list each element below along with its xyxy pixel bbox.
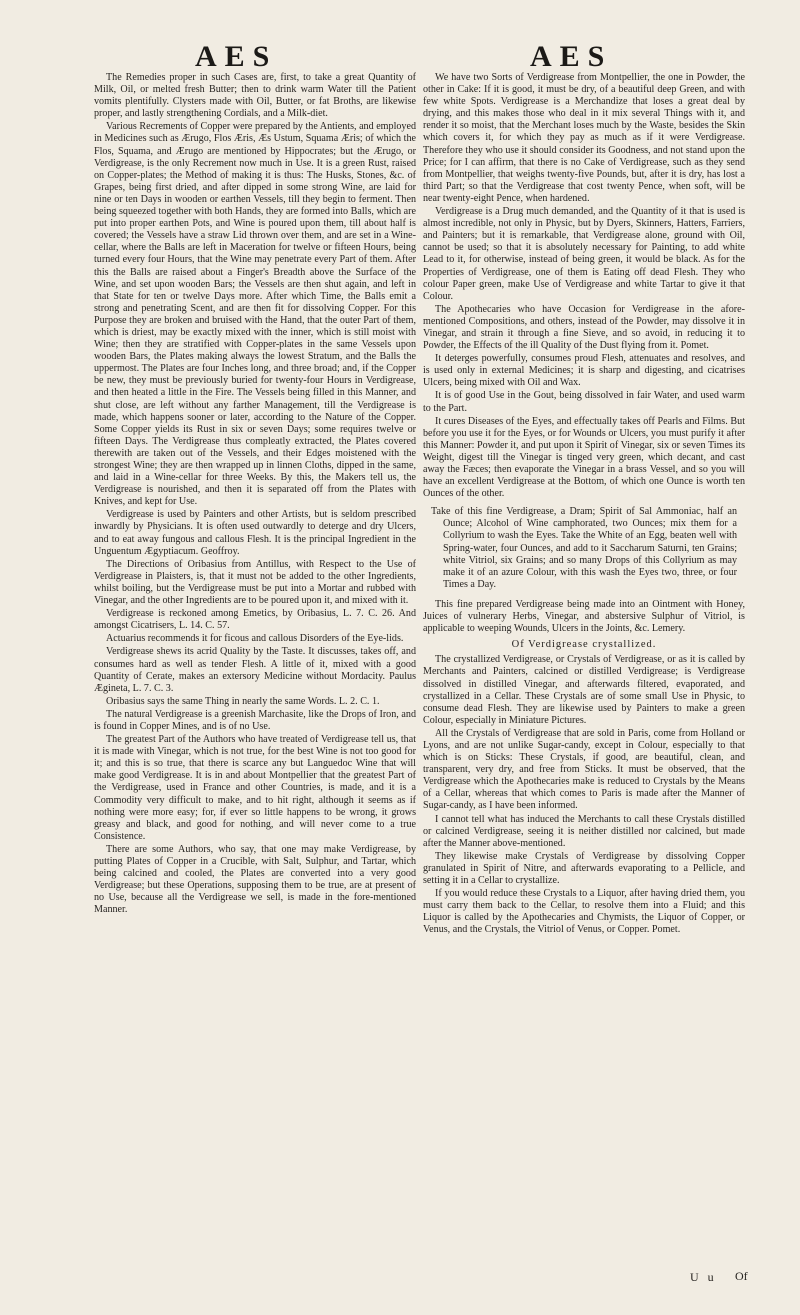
paragraph: There are some Authors, who say, that one may make Verdigrease, by putting Plates of Copper in a Crucible, with Salt, Sulphur, and Tartar, which being calcined and cooled, the Plates are converted into a very good Verdigrease; but these Operations, supposing them to be true, are at present of no Use, because all the Verdigrease we sell, is made in the fore-mentioned Manner. (94, 843, 416, 916)
running-head-left: AES (195, 40, 278, 73)
paragraph: All the Crystals of Verdigrease that are sold in Paris, come from Holland or Lyons, and are not unlike Sugar-candy, except in Colour, especially to that which is on Sticks: These Crystals, if good, are beautiful, clean, and transparent, very dry, and free from Sticks. It must be observed, that the Verdigrease which the Apothecaries make is reduced to Crystals by the Means of a Cellar, whereas that which comes to Paris is made after the Manner of Sugar-candy, as I have been informed. (423, 727, 745, 812)
paragraph: The greatest Part of the Authors who have treated of Verdigrease tell us, that it is made with Vinegar, which is not true, for the best Wine is not too good for it; and this is so true, that there is scarce any but Languedoc Wine that will make good Verdigrease. It is in and about Montpellier that the greatest Part of the Verdigrease, used in France and other Countries, is made, and it is a Commodity very difficult to make, and to hit right, although it seems as if nothing were more easy; for, if ever so little happens to be wrong, it grows greasy and black, and good for nothing, and will never come to a true Consistence. (94, 734, 416, 842)
paragraph: The Directions of Oribasius from Antillus, with Respect to the Use of Verdigrease in Plaisters, is, that it must not be added to the other Ingredients, whilst boiling, but the Verdigrease must be put into a Mortar and rubbed with Vinegar, and the other Ingredients are to be poured upon it, and mixed with it. (94, 558, 416, 607)
signature-mark: U u (690, 1270, 717, 1284)
right-column (423, 72, 745, 937)
section-heading: Of Verdigrease crystallized. (511, 639, 657, 651)
catchword: Of (735, 1269, 748, 1283)
paragraph: Various Recrements of Copper were prepared by the Antients, and employed in Medicines such as Ærugo, Flos Æris, Æs Ustum, Squama Æris; of which the Flos, Squama, and Ærugo are mentioned by Hippocrates; but the Ærugo, or Verdigrease, is the only Recrement now much in Use. It is a green Rust, raised on Copper-plates; the Method of making it is thus: The Husks, Stones, &c. of Grapes, being first dried, and after dipped in some strong Wine, are laid for nine or ten Days in wooden or earthen Vessels, till they begin to ferment. Then being squeezed together with both Hands, they are formed into Balls, which are put into proper earthen Pots, and Wine is poured upon them, till about half is covered; the Vessels have a straw Lid thrown over them, and are set in a Wine-cellar, where the Balls are left in Maceration for twelve or fifteen Hours, being turned every four Hours, that the Wine may penetrate every Part of them. After this the Balls are raised about a Finger's Breadth above the Surface of the Wine, and set upon wooden Bars; the Vessels are then shut again, and left in that State for ten or twelve Days more. After which Time, the Balls emit a strong and penetrating Scent, and are then fit for dissolving Copper. For this Purpose they are broken and bruised with the Hand, that the outer Part of them, which is driest, may be exactly mixed with the inner, which is still moist with Wine; then they are stratified with Copper-plates in the same Vessels upon wooden Bars, the Plates making always the lowest Stratum, and the Balls the uppermost. The Plates are four Inches long, and three broad; and, if the Copper be new, they must be previously buried for twenty-four Hours in Verdigrease, and then heated a little in the Fire. The Vessels being filled in this Manner, and shut close, are left without any farther Management, till the Verdigrease is made, which happens sooner or later, according to the Nature of the Copper. Some Copper yields its Rust in six or seven Days; some requires twelve or fifteen Days. The Verdigrease thus compleatly extracted, the Plates covered therewith are taken out of the Vessels, and their Edges moistened with the strongest Wine; they are then wrapped up in linnen Cloths, dipped in the same, and laid in a Wine-cellar for three Weeks. By this, the Makers tell us, the Verdigrease is nourished, and then it is separated off from the Plates with Knives, and kept for Use. (94, 121, 416, 508)
paragraph: This fine prepared Verdigrease being made into an Ointment with Honey, Juices of vulnerary Herbs, Vinegar, and abstersive Sulphur of Vitriol, is applicable to weeping Wounds, Ulcers in the Joints, &c. Lemery. (423, 598, 745, 635)
paragraph: Verdigrease is a Drug much demanded, and the Quantity of it that is used is almost incredible, not only in Physic, but by Dyers, Skinners, Hatters, Farriers, and Painters; but it is remarkable, that Verdigrease alone, ground with Oil, cannot be used; so that it is absolutely necessary for Painting, to add white Lead to it, for otherwise, instead of being green, it would be black. As for the Properties of Verdigrease, one of them is Eating off dead Flesh. They who colour Paper green, make Use of Verdigrease and white Tartar to give it that Colour. (423, 206, 745, 302)
paragraph: Actuarius recommends it for ficous and callous Disorders of the Eye-lids. (106, 633, 404, 645)
paragraph: Oribasius says the same Thing in nearly the same Words. L. 2. C. 1. (106, 695, 380, 707)
paragraph: I cannot tell what has induced the Merchants to call these Crystals distilled or calcined Verdigrease, seeing it is neither distilled nor calcined, but made after the Manner above-mentioned. (423, 813, 745, 849)
paragraph: It cures Diseases of the Eyes, and effectually takes off Pearls and Films. But before you use it for the Eyes, or for Wounds or Ulcers, you must purify it after this Manner: Powder it, and put upon it Spirit of Vinegar, six or seven Times its Weight, digest till the Vinegar is tinged very green, which decant, and cast away the Fæces; then evaporate the Vinegar in a brass Vessel, and so you will have an excellent Verdigrease at the Bottom, of which one Ounce is worth ten Ounces of the other. (423, 415, 745, 500)
paragraph: It deterges powerfully, consumes proud Flesh, attenuates and resolves, and is used only in external Medicines; it is sharp and digesting, and cicatrises Ulcers, being mixed with Oil and Wax. (423, 353, 745, 389)
paragraph: The Apothecaries who have Occasion for Verdigrease in the afore-mentioned Compositions, and others, instead of the Powder, may dissolve it in Vinegar, and strain it through a fine Sieve, and so avoid, in reducing it to Powder, the Effects of the ill Quality of the Dust flying from it. Pomet. (423, 303, 745, 352)
left-column (94, 72, 416, 917)
paragraph: The Remedies proper in such Cases are, first, to take a great Quantity of Milk, Oil, or melted fresh Butter; then to drink warm Water till the Patient vomits plentifully. Clysters made with Oil, Butter, or fat Broths, are likewise proper, and lastly strengthening Cordials, and a Milk-diet. (94, 72, 416, 120)
paragraph: It is of good Use in the Gout, being dissolved in fair Water, and used warm to the Part. (423, 390, 745, 414)
paragraph: We have two Sorts of Verdigrease from Montpellier, the one in Powder, the other in Cake: If it is good, it must be dry, of a beautiful deep Green, and with few white Spots. Verdigrease is a Merchandize that loses a great deal by drying, and this makes those who deal in it mix several Things with it, and render it so moist, that the Merchant loses much by the Waste, besides the Skin which covers it, for which they pay as much as if it were Verdigrease. Therefore they who use it should consider its Goodness, and not stand upon the Price; for I can affirm, that there is no Cake of Verdigrease, such as they send from Montpellier, that weighs twenty-five Pounds, but, after it is dry, has lost a third Part; so that the Verdigrease that cost twenty Pence, when soft, will be near twenty-eight Pence, when hardened. (423, 72, 745, 204)
paragraph: If you would reduce these Crystals to a Liquor, after having dried them, you must carry them back to the Cellar, to resolve them into a Fluid; and this Liquor is called by the Apothecaries and Chymists, the Liquor of Copper, or Venus, and the Crystals, the Vitriol of Venus, or Copper. Pomet. (423, 888, 745, 936)
paragraph: Verdigrease shews its acrid Quality by the Taste. It discusses, takes off, and consumes hard as well as tender Flesh. A little of it, mixed with a good Quantity of Cerate, makes an extersory Medicine without Mordacity. Paulus Ægineta, L. 7. C. 3. (94, 646, 416, 694)
running-head-right: AES (530, 40, 613, 73)
paragraph: They likewise make Crystals of Verdigrease by dissolving Copper granulated in Spirit of Nitre, and afterwards evaporating to a Pellicle, and setting it in a Cellar to crystallize. (423, 850, 745, 886)
paragraph: The crystallized Verdigrease, or Crystals of Verdigrease, or as it is called by Merchants and Painters, calcined or distilled Verdigrease; is Verdigrease dissolved in distilled Vinegar, and afterwards filtered, evaporated, and crystallized in a Cellar. These Crystals are of some small Use in Physic, to consume dead Flesh. They are likewise used by Painters to make a green Colour, especially in Miniature Pictures. (423, 654, 745, 726)
paragraph: Verdigrease is reckoned among Emetics, by Oribasius, L. 7. C. 26. And amongst Cicatrisers, L. 14. C. 57. (94, 608, 416, 632)
recipe-paragraph: Take of this fine Verdigrease, a Dram; Spirit of Sal Ammoniac, half an Ounce; Alcohol of Wine camphorated, two Ounces; mix them for a Collyrium to wash the Eyes. Take the White of an Egg, beaten well with Spring-water, four Ounces, and add to it Saccharum Saturni, ten Grains; white Vitriol, six Grains; and so many Drops of this Collyrium as may make it of an azure Colour, with this wash the Eyes two, three, or four Times a Day. (431, 506, 737, 590)
paragraph: Verdigrease is used by Painters and other Artists, but is seldom prescribed inwardly by Physicians. It is often used outwardly to deterge and dry Ulcers, and to eat away fungous and callous Flesh. It is the principal Ingredient in the Unguentum Ægyptiacum. Geoffroy. (94, 509, 416, 557)
paragraph: The natural Verdigrease is a greenish Marchasite, like the Drops of Iron, and is found in Copper Mines, and is of no Use. (94, 708, 416, 732)
